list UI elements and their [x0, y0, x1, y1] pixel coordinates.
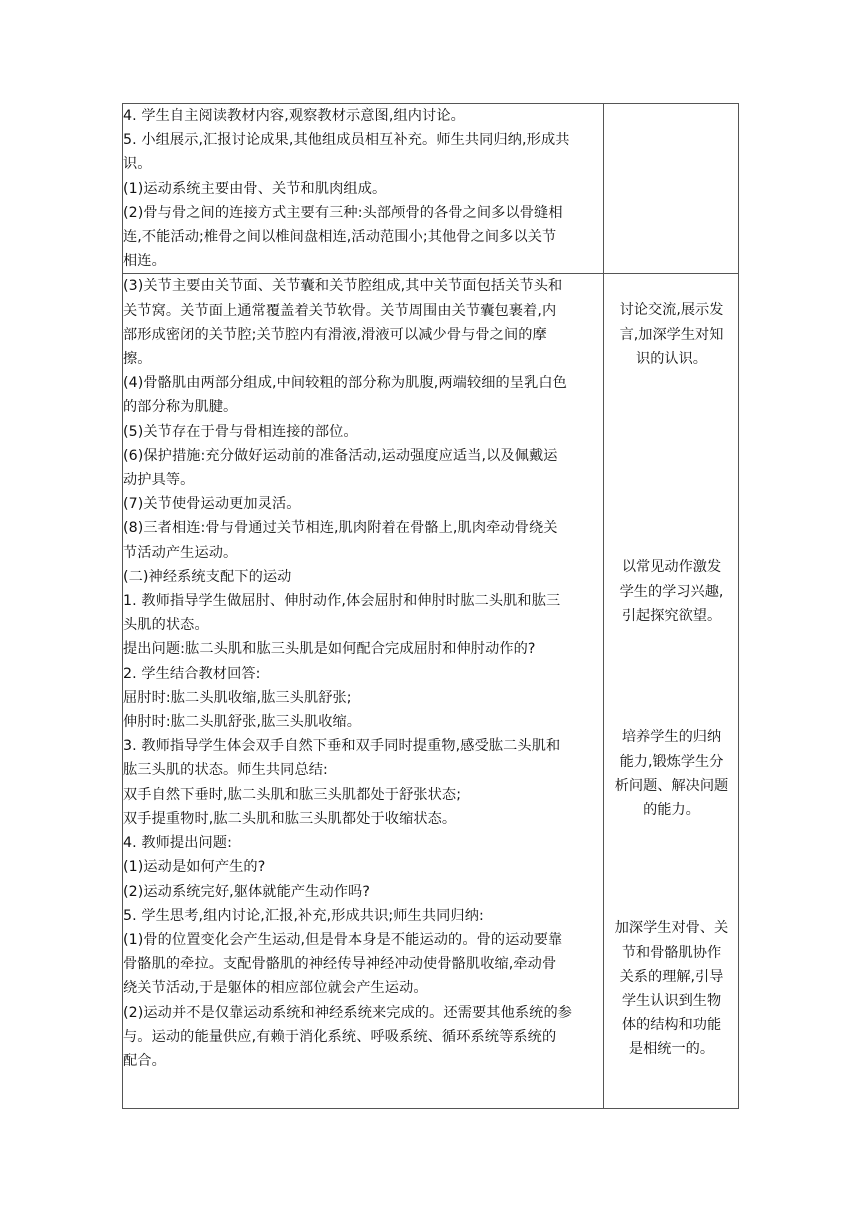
text-line: 双手提重物时,肱二头肌和肱三头肌都处于收缩状态。: [123, 810, 457, 827]
text-line: (7)关节使骨运动更加灵活。: [123, 496, 301, 513]
text-line: 屈肘时:肱二头肌收缩,肱三头肌舒张;: [123, 689, 352, 706]
table-row: [123, 274, 739, 1109]
text-line: 5. 学生思考,组内讨论,汇报,补充,形成共识;师生共同归纳:: [123, 907, 484, 924]
note-line: 言,加深学生对知: [619, 326, 724, 343]
text-line: 1. 教师指导学生做屈肘、伸肘动作,体会屈肘和伸肘时肱二头肌和肱三: [123, 593, 561, 610]
design-intent-note: [604, 298, 739, 371]
note-line: 以常见动作激发: [621, 559, 722, 576]
note-line: 能力,锻炼学生分: [619, 753, 724, 770]
text-line: 头肌的状态。: [123, 617, 209, 634]
intent-cell: [604, 274, 739, 1109]
text-line: (5)关节存在于骨与骨相连接的部位。: [123, 423, 358, 440]
note-line: 是相统一的。: [628, 1041, 715, 1058]
activity-cell: [123, 274, 604, 1109]
note-line: 培养学生的归纳: [621, 729, 722, 746]
text-line: 3. 教师指导学生体会双手自然下垂和双手同时提重物,感受肱二头肌和: [123, 738, 561, 755]
text-line: 4. 教师提出问题:: [123, 835, 232, 852]
text-line: (1)骨的位置变化会产生运动,但是骨本身是不能运动的。骨的运动要靠: [123, 931, 563, 948]
text-line: (8)三者相连:骨与骨通过关节相连,肌肉附着在骨骼上,肌肉牵动骨绕关: [123, 520, 558, 537]
note-line: 关系的理解,引导: [619, 968, 724, 985]
design-intent-note: [604, 555, 739, 628]
text-line: 连,不能活动;椎骨之间以椎间盘相连,活动范围小;其他骨之间多以关节: [123, 229, 557, 246]
text-line: 2. 学生结合教材回答:: [123, 665, 261, 682]
text-line: 提出问题:肱二头肌和肱三头肌是如何配合完成屈肘和伸肘动作的?: [123, 641, 536, 658]
text-line: (1)运动系统主要由骨、关节和肌肉组成。: [123, 180, 387, 197]
note-line: 加深学生对骨、关: [614, 920, 729, 937]
text-line: (2)骨与骨之间的连接方式主要有三种:头部颅骨的各骨之间多以骨缝相: [123, 204, 563, 221]
text-line: (4)骨骼肌由两部分组成,中间较粗的部分称为肌腹,两端较细的呈乳白色: [123, 375, 567, 392]
note-line: 的能力。: [643, 802, 700, 819]
text-line: (二)神经系统支配下的运动: [123, 568, 292, 585]
text-line: 擦。: [123, 351, 152, 368]
text-line: 5. 小组展示,汇报讨论成果,其他组成员相互补充。师生共同归纳,形成共: [123, 132, 570, 149]
lesson-plan-table: [122, 103, 739, 1109]
note-line: 引起探究欲望。: [621, 607, 722, 624]
intent-cell: [604, 104, 739, 274]
text-line: (1)运动是如何产生的?: [123, 859, 266, 876]
text-line: 肱三头肌的状态。师生共同总结:: [123, 762, 328, 779]
text-line: 4. 学生自主阅读教材内容,观察教材示意图,组内讨论。: [123, 108, 465, 124]
note-line: 识的认识。: [636, 350, 707, 367]
note-line: 析问题、解决问题: [614, 777, 729, 794]
text-line: (6)保护措施:充分做好运动前的准备活动,运动强度应适当,以及佩戴运: [123, 447, 558, 464]
text-line: 相连。: [123, 253, 166, 270]
text-line: 配合。: [123, 1052, 166, 1069]
text-line: (2)运动并不是仅靠运动系统和神经系统来完成的。还需要其他系统的参: [123, 1004, 573, 1021]
note-line: 体的结构和功能: [621, 1017, 722, 1034]
text-line: 骨骼肌的牵拉。支配骨骼肌的神经传导神经冲动使骨骼肌收缩,牵动骨: [123, 956, 557, 973]
design-intent-note: [604, 725, 739, 822]
text-line: 绕关节活动,于是躯体的相应部位就会产生运动。: [123, 980, 428, 997]
note-line: 学生的学习兴趣,: [619, 583, 724, 600]
table-row: [123, 104, 739, 274]
text-line: 节活动产生运动。: [123, 544, 238, 561]
text-line: 的部分称为肌腱。: [123, 399, 238, 416]
text-line: 关节窝。关节面上通常覆盖着关节软骨。关节周围由关节囊包裹着,内: [123, 302, 557, 319]
activity-cell: [123, 104, 604, 274]
text-line: 伸肘时:肱二头肌舒张,肱三头肌收缩。: [123, 714, 362, 731]
text-line: 识。: [123, 156, 152, 173]
note-line: 节和骨骼肌协作: [621, 944, 722, 961]
text-line: 与。运动的能量供应,有赖于消化系统、呼吸系统、循环系统等系统的: [123, 1028, 557, 1045]
design-intent-note: [604, 916, 739, 1061]
note-line: 讨论交流,展示发: [619, 302, 724, 319]
text-line: 动护具等。: [123, 472, 195, 489]
text-line: 部形成密闭的关节腔;关节腔内有滑液,滑液可以减少骨与骨之间的摩: [123, 326, 547, 343]
text-line: (3)关节主要由关节面、关节囊和关节腔组成,其中关节面包括关节头和: [123, 278, 563, 295]
text-line: (2)运动系统完好,躯体就能产生动作吗?: [123, 883, 370, 900]
note-line: 学生认识到生物: [621, 993, 722, 1010]
text-line: 双手自然下垂时,肱二头肌和肱三头肌都处于舒张状态;: [123, 786, 462, 803]
